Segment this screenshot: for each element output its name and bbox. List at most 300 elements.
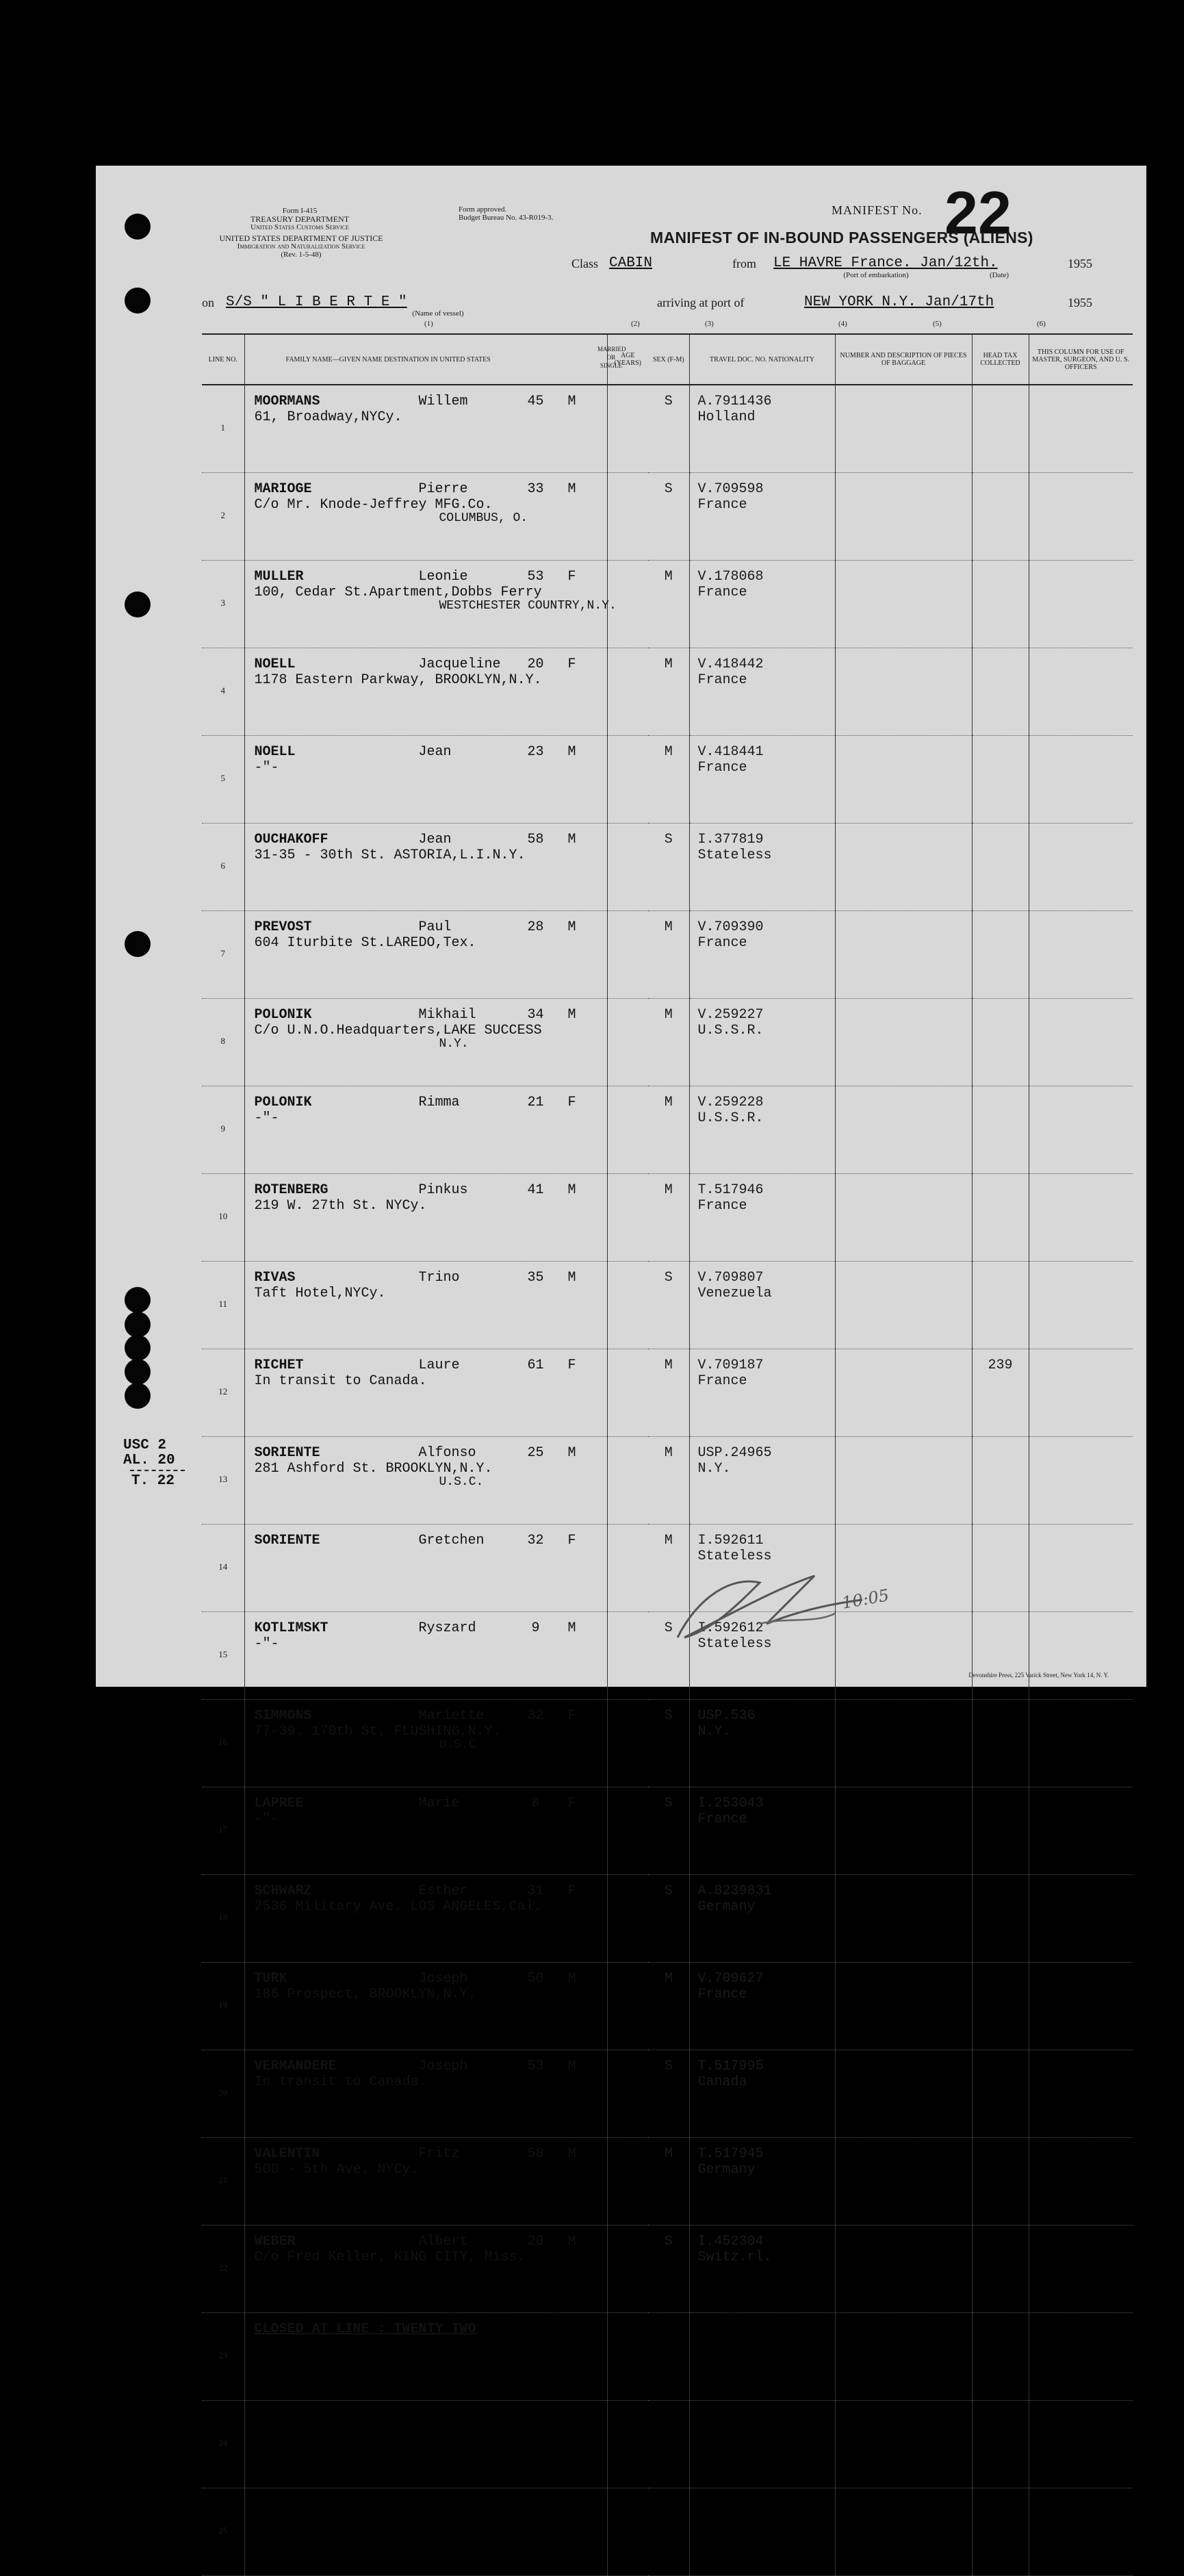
line-number: 23 (202, 2313, 244, 2401)
binder-hole (125, 288, 151, 314)
passenger-name-cell (244, 1174, 607, 1262)
baggage-cell (835, 1787, 972, 1875)
head-tax (972, 1787, 1029, 1875)
officers-cell (1029, 2138, 1133, 2226)
travel-doc-no: V.709598 (697, 481, 764, 497)
age: 34 (527, 1007, 544, 1023)
family-name: POLONIK (254, 1007, 312, 1023)
table-row (202, 1174, 1133, 1262)
age: 53 (527, 569, 544, 585)
table-row (202, 1963, 1133, 2050)
family-name: KOTLIMSKT (254, 1620, 329, 1636)
family-name: MOORMANS (254, 394, 320, 409)
sex: M (567, 1620, 576, 1636)
year-1: 1955 (1068, 257, 1092, 270)
nationality: France (697, 497, 747, 513)
given-name: Jean (418, 832, 452, 847)
married-single: S (648, 1262, 689, 1349)
age-spacer (607, 1349, 648, 1437)
family-name: POLONIK (254, 1095, 312, 1110)
officers-cell (1029, 1174, 1133, 1262)
date-caption: (Date) (989, 271, 1009, 279)
head-tax (972, 824, 1029, 911)
officers-cell (1029, 1262, 1133, 1349)
given-name: Pierre (418, 481, 468, 497)
destination-address: -"- (254, 1110, 279, 1126)
family-name: NOELL (254, 656, 296, 672)
printer-imprint: Devonshire Press, 225 Varick Street, New York 14, N. Y. (968, 1672, 1109, 1679)
travel-doc-no: T.517946 (697, 1182, 764, 1198)
given-name: Paul (418, 919, 452, 935)
table-row (202, 648, 1133, 736)
binder-hole (125, 591, 151, 617)
baggage-cell (835, 473, 972, 561)
family-name: SORIENTE (254, 1533, 320, 1548)
married-single: M (648, 911, 689, 999)
officers-cell (1029, 1700, 1133, 1787)
sex: M (567, 481, 576, 497)
tally-usc: USC 2 (123, 1438, 167, 1453)
line-number: 6 (202, 824, 244, 911)
travel-doc-cell (689, 2138, 835, 2226)
baggage-cell (835, 1875, 972, 1963)
age: 41 (527, 1182, 544, 1198)
nationality: U.S.S.R. (697, 1110, 764, 1126)
sex: M (567, 1445, 576, 1461)
age: 32 (527, 1708, 544, 1724)
from-value: LE HAVRE France. Jan/12th. (773, 255, 998, 271)
age: 20 (527, 656, 544, 672)
head-tax (972, 999, 1029, 1086)
married-single: S (648, 2050, 689, 2138)
travel-doc-cell (689, 1963, 835, 2050)
table-row (202, 1262, 1133, 1349)
sex: M (567, 1182, 576, 1198)
justice-dept: UNITED STATES DEPARTMENT OF JUSTICE (219, 233, 383, 243)
baggage-cell (835, 1262, 972, 1349)
travel-doc-no: I.253043 (697, 1796, 764, 1811)
line-number: 11 (202, 1262, 244, 1349)
table-row (202, 1875, 1133, 1963)
age-spacer (607, 648, 648, 736)
col-num-1: (1) (424, 320, 433, 328)
col-num-2: (2) (631, 320, 640, 328)
baggage-cell (835, 648, 972, 736)
nationality: France (697, 1373, 747, 1389)
given-name: Marie (418, 1796, 460, 1811)
table-row (202, 2050, 1133, 2138)
officers-cell (1029, 2401, 1133, 2488)
head-tax (972, 648, 1029, 736)
class-label: Class (571, 257, 599, 270)
destination-address: C/o Fred Keller. KING CITY, Miss. (254, 2249, 526, 2265)
line-number: 3 (202, 561, 244, 648)
age: 50 (527, 1971, 544, 1987)
sex: M (567, 832, 576, 847)
nationality: France (697, 1987, 747, 2002)
given-name: Trino (418, 1270, 460, 1286)
officers-cell (1029, 1349, 1133, 1437)
head-tax (972, 1612, 1029, 1700)
col-travel: TRAVEL DOC. NO. NATIONALITY (689, 334, 835, 385)
age-spacer (607, 1963, 648, 2050)
from-label: from (732, 257, 756, 270)
table-row (202, 561, 1133, 648)
travel-doc-no: I.377819 (697, 832, 764, 847)
age: 21 (527, 1095, 544, 1110)
destination-address: 61, Broadway,NYCy. (254, 409, 402, 425)
officers-cell (1029, 385, 1133, 473)
baggage-cell (835, 736, 972, 824)
head-tax (972, 2488, 1029, 2576)
married-single: M (648, 736, 689, 824)
married-single: M (648, 1174, 689, 1262)
baggage-cell (835, 824, 972, 911)
age: 31 (527, 1883, 544, 1899)
class-value: CABIN (609, 255, 653, 271)
family-name: RIVAS (254, 1270, 296, 1286)
manifest-number: 22 (944, 179, 1012, 246)
nationality: U.S.S.R. (697, 1023, 764, 1038)
travel-doc-cell (689, 2488, 835, 2576)
table-row (202, 2488, 1133, 2576)
age-spacer (607, 1437, 648, 1525)
col-baggage: NUMBER AND DESCRIPTION OF PIECES OF BAGGAGE (835, 334, 972, 385)
travel-doc-no: V.178068 (697, 569, 764, 585)
travel-doc-cell (689, 1437, 835, 1525)
head-tax (972, 1086, 1029, 1174)
destination-address: 500 - 5th Ave. NYCy. (254, 2162, 419, 2178)
destination-address: 100, Cedar St.Apartment,Dobbs Ferry (254, 585, 542, 600)
passenger-table (202, 333, 1133, 2576)
given-name: Albert (418, 2234, 468, 2249)
head-tax (972, 1963, 1029, 2050)
given-name: Joseph (418, 2058, 468, 2074)
destination-address-2: COLUMBUS, O. (439, 511, 528, 525)
age-spacer (607, 2488, 648, 2576)
officers-cell (1029, 1086, 1133, 1174)
officers-cell (1029, 1437, 1133, 1525)
family-name: MULLER (254, 569, 304, 585)
family-name: TURK (254, 1971, 287, 1987)
table-row (202, 2226, 1133, 2313)
officers-cell (1029, 2226, 1133, 2313)
officers-cell (1029, 911, 1133, 999)
age-spacer (607, 561, 648, 648)
married-single: M (648, 1525, 689, 1612)
sex: F (567, 1533, 576, 1548)
married-single (648, 2313, 689, 2401)
travel-doc-cell (689, 2401, 835, 2488)
line-number: 2 (202, 473, 244, 561)
binder-hole (125, 931, 151, 957)
married-single: M (648, 1349, 689, 1437)
officers-cell (1029, 1787, 1133, 1875)
line-number: 13 (202, 1437, 244, 1525)
baggage-cell (835, 2050, 972, 2138)
passenger-name-cell (244, 1787, 607, 1875)
passenger-name-cell (244, 2226, 607, 2313)
age-spacer (607, 911, 648, 999)
head-tax (972, 1700, 1029, 1787)
travel-doc-cell (689, 1700, 835, 1787)
port-embark-caption: (Port of embarkation) (843, 271, 909, 279)
destination-address: 2536 Military Ave. LOS ANGELES,Cal. (254, 1899, 542, 1915)
nationality: France (697, 1198, 747, 1214)
line-number: 16 (202, 1700, 244, 1787)
age: 45 (527, 394, 544, 409)
passenger-name-cell (244, 2050, 607, 2138)
travel-doc-cell (689, 1086, 835, 1174)
age-spacer (607, 736, 648, 824)
line-number: 9 (202, 1086, 244, 1174)
line-number: 24 (202, 2401, 244, 2488)
head-tax (972, 2401, 1029, 2488)
table-row (202, 999, 1133, 1086)
married-single: M (648, 1086, 689, 1174)
sex: M (567, 1971, 576, 1987)
head-tax (972, 1262, 1029, 1349)
manifest-page (96, 166, 1146, 2536)
married-single: S (648, 1700, 689, 1787)
destination-address: Taft Hotel,NYCy. (254, 1286, 386, 1301)
sex: F (567, 1357, 576, 1373)
travel-doc-cell (689, 1349, 835, 1437)
passenger-name-cell (244, 561, 617, 648)
destination-address: 604 Iturbite St.LAREDO,Tex. (254, 935, 476, 951)
sex: F (567, 1796, 576, 1811)
family-name: SORIENTE (254, 1445, 320, 1461)
binder-hole (125, 1287, 151, 1313)
travel-doc-cell (689, 2050, 835, 2138)
on-label: on (202, 296, 214, 309)
table-row (202, 2138, 1133, 2226)
destination-address: 77-39. 170th St. FLUSHING,N.Y. (254, 1724, 501, 1739)
binder-hole (125, 1335, 151, 1361)
sex: F (567, 656, 576, 672)
baggage-cell (835, 385, 972, 473)
officers-cell (1029, 2050, 1133, 2138)
travel-doc-cell (689, 561, 835, 648)
head-tax (972, 561, 1029, 648)
head-tax (972, 1174, 1029, 1262)
arriving-value: NEW YORK N.Y. Jan/17th (804, 294, 994, 310)
age: 28 (527, 919, 544, 935)
manifest-label: MANIFEST No. (832, 203, 923, 217)
travel-doc-cell (689, 1262, 835, 1349)
travel-doc-cell (689, 473, 835, 561)
family-name: PREVOST (254, 919, 312, 935)
sex: M (567, 1007, 576, 1023)
col-line: LINE NO. (202, 334, 244, 385)
line-number: 14 (202, 1525, 244, 1612)
age: 35 (527, 1270, 544, 1286)
sex: F (567, 1708, 576, 1724)
head-tax (972, 2050, 1029, 2138)
destination-address: C/o U.N.O.Headquarters,LAKE SUCCESS (254, 1023, 542, 1038)
passenger-name-cell (244, 2138, 607, 2226)
age-spacer (607, 824, 648, 911)
nationality: Switz.rl. (697, 2249, 772, 2265)
sex: M (567, 2234, 576, 2249)
age-spacer (607, 999, 648, 1086)
sex: F (567, 1883, 576, 1899)
line-number: 4 (202, 648, 244, 736)
travel-doc-no: V.709807 (697, 1270, 764, 1286)
destination-address-2: U.S.C. (439, 1475, 484, 1489)
baggage-cell (835, 911, 972, 999)
age: 20 (527, 2234, 544, 2249)
officers-cell (1029, 824, 1133, 911)
travel-doc-cell (689, 648, 835, 736)
married-single: S (648, 1612, 689, 1700)
travel-doc-no: I.592611 (697, 1533, 764, 1548)
married-single: M (648, 561, 689, 648)
family-name: SCHWARZ (254, 1883, 312, 1899)
destination-address: 1178 Eastern Parkway, BROOKLYN,N.Y. (254, 672, 542, 688)
head-tax (972, 1437, 1029, 1525)
head-tax (972, 1525, 1029, 1612)
table-row (202, 385, 1133, 473)
travel-doc-cell (689, 1875, 835, 1963)
age-spacer (607, 2138, 648, 2226)
col-officers: THIS COLUMN FOR USE OF MASTER, SURGEON, AND U. S. OFFICERS (1029, 334, 1133, 385)
table-row (202, 1787, 1133, 1875)
line-number: 25 (202, 2488, 244, 2576)
binder-hole (125, 214, 151, 240)
age-spacer (607, 1612, 648, 1700)
col-num-4: (4) (838, 320, 847, 328)
age-spacer (607, 2313, 648, 2401)
destination-address: 31-35 - 30th St. ASTORIA,L.I.N.Y. (254, 847, 526, 863)
destination-address-2: WESTCHESTER COUNTRY,N.Y. (439, 599, 617, 613)
travel-doc-no: I.452304 (697, 2234, 764, 2249)
officers-cell (1029, 648, 1133, 736)
passenger-name-cell (244, 473, 607, 561)
destination-address-2: N.Y. (439, 1037, 469, 1051)
age-spacer (607, 2401, 648, 2488)
age-spacer (607, 1174, 648, 1262)
destination-address: 219 W. 27th St. NYCy. (254, 1198, 427, 1214)
family-name: CLOSED AT LINE : TWENTY TWO (254, 2321, 476, 2337)
col-num-5: (5) (933, 320, 942, 328)
age-spacer (607, 1525, 648, 1612)
age: 58 (527, 832, 544, 847)
line-number: 8 (202, 999, 244, 1086)
sex: M (567, 1270, 576, 1286)
officers-cell (1029, 1963, 1133, 2050)
age-spacer (607, 1875, 648, 1963)
age: 33 (527, 481, 544, 497)
travel-doc-cell (689, 2313, 835, 2401)
table-row (202, 1700, 1133, 1787)
officers-cell (1029, 1525, 1133, 1612)
col-name: FAMILY NAME—GIVEN NAME DESTINATION IN UNITED STATES (244, 334, 607, 385)
baggage-cell (835, 561, 972, 648)
given-name: Mikhail (418, 1007, 476, 1023)
table-row (202, 1349, 1133, 1437)
passenger-name-cell (244, 1700, 607, 1787)
married-single: S (648, 2226, 689, 2313)
travel-doc-cell (689, 385, 835, 473)
age-spacer (607, 1086, 648, 1174)
table-row (202, 2401, 1133, 2488)
sex: M (567, 394, 576, 409)
age-spacer (607, 1700, 648, 1787)
travel-doc-no: I.592612 (697, 1620, 764, 1636)
family-name: VERMANDERE (254, 2058, 337, 2074)
nationality: France (697, 672, 747, 688)
head-tax (972, 2313, 1029, 2401)
year-2: 1955 (1068, 296, 1092, 309)
line-number: 18 (202, 1875, 244, 1963)
travel-doc-no: V.418442 (697, 656, 764, 672)
family-name: NOELL (254, 744, 296, 760)
married-single: M (648, 2138, 689, 2226)
binder-hole (125, 1383, 151, 1409)
head-tax (972, 911, 1029, 999)
married-single (648, 2401, 689, 2488)
col-sex: SEX (F-M) (648, 334, 689, 385)
vessel-value: S/S " L I B E R T E " (226, 294, 407, 310)
nationality: France (697, 935, 747, 951)
given-name: Esther (418, 1883, 468, 1899)
age: 61 (527, 1357, 544, 1373)
passenger-name-cell (244, 824, 607, 911)
table-row (202, 1086, 1133, 1174)
officers-cell (1029, 1612, 1133, 1700)
table-row (202, 1437, 1133, 1525)
married-single: S (648, 824, 689, 911)
officers-cell (1029, 2313, 1133, 2401)
passenger-name-cell (244, 911, 607, 999)
given-name: Jacqueline (418, 656, 501, 672)
line-number: 17 (202, 1787, 244, 1875)
officers-cell (1029, 1875, 1133, 1963)
married-single: M (648, 999, 689, 1086)
married-single: S (648, 473, 689, 561)
line-number: 5 (202, 736, 244, 824)
travel-doc-no: V.259227 (697, 1007, 764, 1023)
given-name: Jean (418, 744, 452, 760)
ins-service: Immigration and Naturalization Service (237, 242, 365, 251)
passenger-name-cell (244, 2313, 607, 2401)
destination-address: -"- (254, 1636, 279, 1652)
family-name: LAPREE (254, 1796, 304, 1811)
given-name: Laure (418, 1357, 460, 1373)
baggage-cell (835, 1174, 972, 1262)
vessel-caption: (Name of vessel) (412, 309, 464, 318)
line-number: 21 (202, 2138, 244, 2226)
given-name: Rimma (418, 1095, 460, 1110)
line-number: 12 (202, 1349, 244, 1437)
destination-address: 186 Prospect, BROOKLYN,N.Y. (254, 1987, 476, 2002)
nationality: France (697, 585, 747, 600)
signature-time: 10:05 (840, 1585, 891, 1613)
head-tax: 239 (972, 1349, 1029, 1437)
sex: F (567, 1095, 576, 1110)
officers-cell (1029, 561, 1133, 648)
baggage-cell (835, 1349, 972, 1437)
passenger-name-cell (244, 999, 607, 1086)
travel-doc-cell (689, 911, 835, 999)
travel-doc-cell (689, 736, 835, 824)
travel-doc-no: USP.536 (697, 1708, 756, 1724)
age-spacer (607, 1262, 648, 1349)
head-tax (972, 736, 1029, 824)
nationality: France (697, 1811, 747, 1827)
arriving-label: arriving at port of (657, 296, 745, 309)
